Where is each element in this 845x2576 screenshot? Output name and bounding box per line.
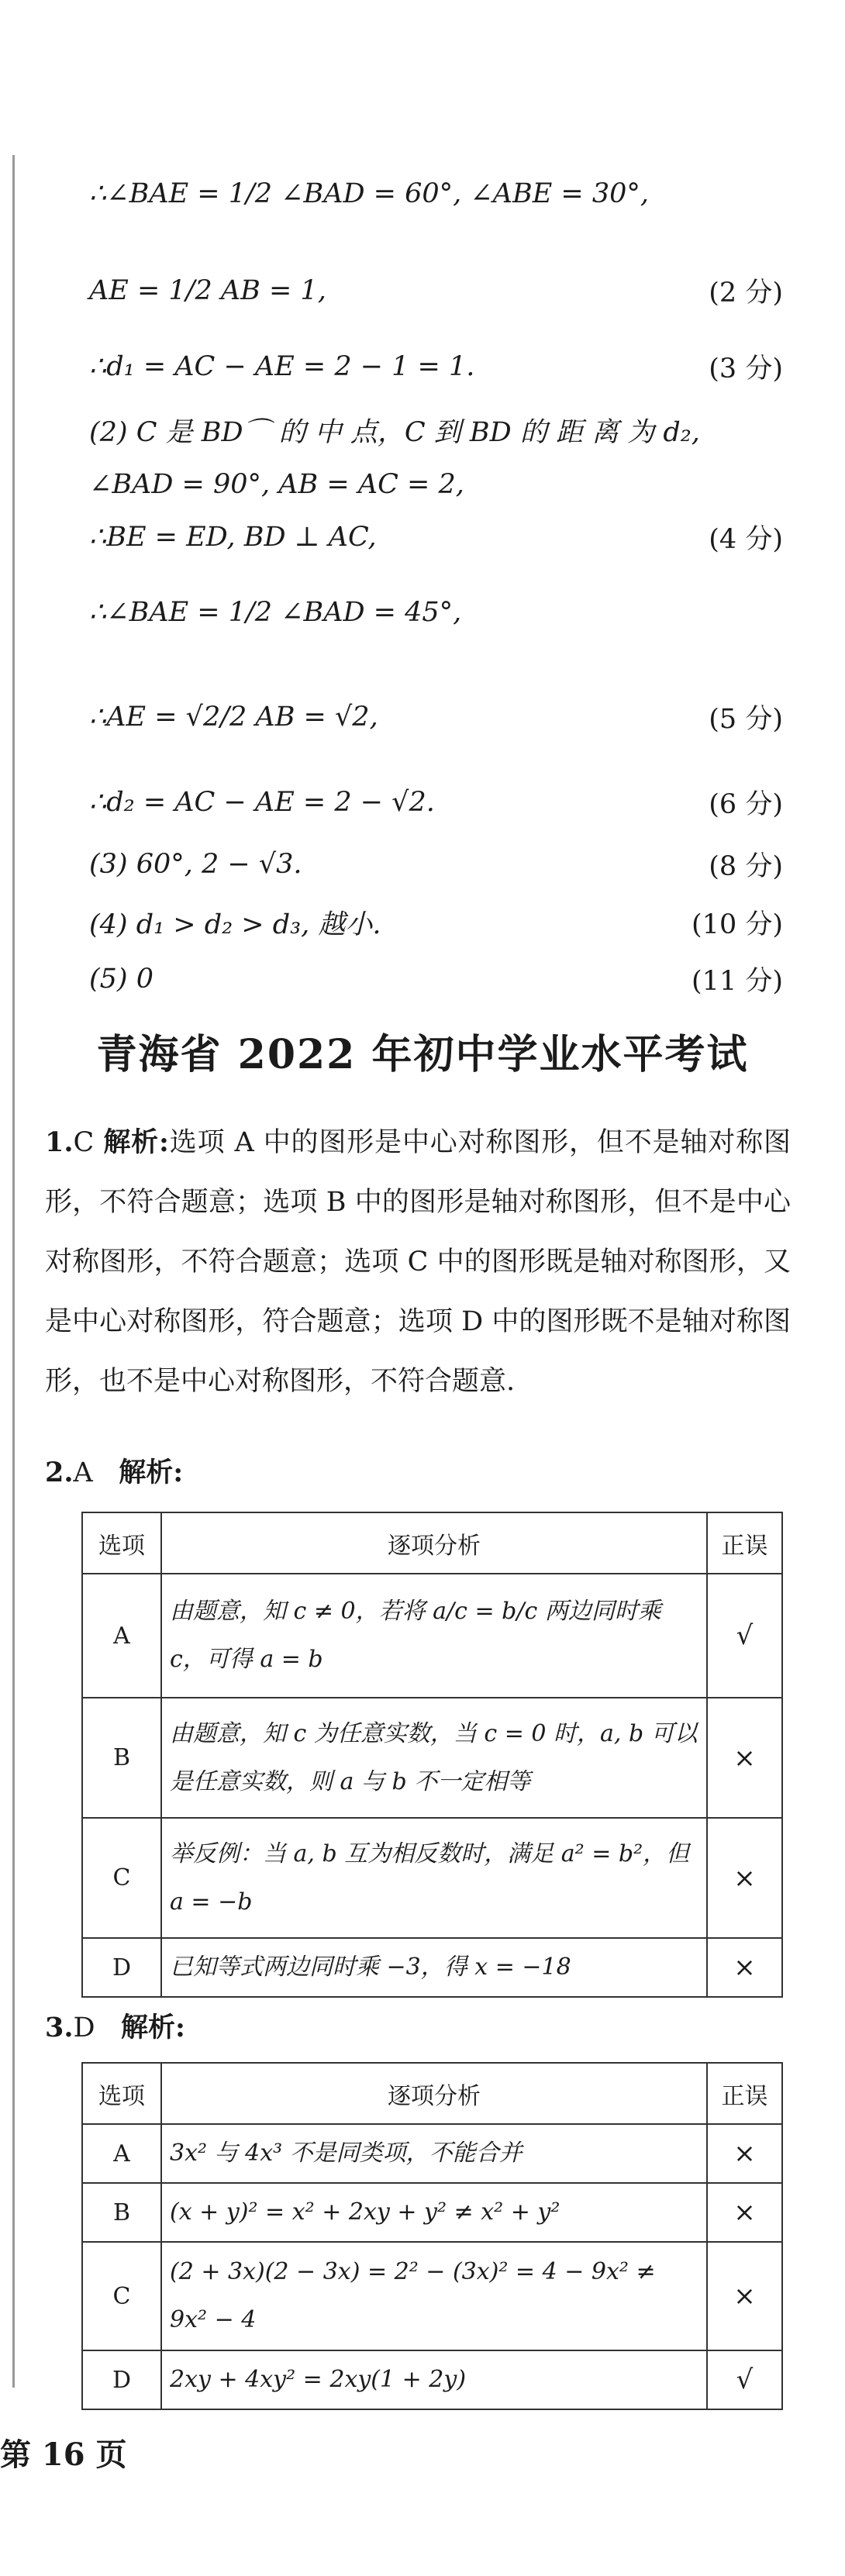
table-row bbox=[82, 2350, 782, 2409]
analysis-cell: 由题意，知 c 为任意实数，当 c = 0 时，a, b 可以是任意实数，则 a 与 b 不一定相等 bbox=[161, 1698, 707, 1818]
analysis-text: 选项 A 中的图形是中心对称图形，但不是轴对称图形，不符合题意；选项 B 中的图形是轴对称图形，但不是中心对称图形，不符合题意；选项 C 中的图形既是轴对称图形，又是中心对称图形，符合题意；选项 D 中的图形既不是轴对称图形，也不是中心对称图形，不符合题意. bbox=[45, 1127, 791, 1397]
option-cell: D bbox=[82, 1938, 161, 1997]
mark-cell: × bbox=[707, 1698, 782, 1818]
analysis-cell: 2xy + 4xy² = 2xy(1 + 2y) bbox=[161, 2350, 707, 2409]
column-header: 正误 bbox=[707, 1512, 782, 1574]
score-label: (11 分) bbox=[692, 966, 783, 997]
option-cell: B bbox=[82, 2183, 161, 2242]
analysis-cell: 举反例：当 a, b 互为相反数时，满足 a² = b²，但 a = −b bbox=[161, 1818, 707, 1938]
question-answer: D bbox=[73, 2012, 95, 2043]
question-number: 3. bbox=[45, 2012, 74, 2043]
column-header: 逐项分析 bbox=[161, 1512, 707, 1574]
solution-line bbox=[89, 159, 783, 229]
question-number: 1. bbox=[45, 1126, 74, 1158]
score-label: (3 分) bbox=[709, 353, 783, 385]
mark-cell: √ bbox=[707, 1574, 782, 1698]
option-cell: A bbox=[82, 1574, 161, 1698]
question-2-table bbox=[81, 1512, 783, 1998]
solution-line bbox=[89, 502, 783, 572]
mark-cell: √ bbox=[707, 2350, 782, 2409]
analysis-cell: 由题意，知 c ≠ 0，若将 a/c = b/c 两边同时乘 c，可得 a = b bbox=[161, 1574, 707, 1698]
solution-text: ∴∠BAE = 1/2 ∠BAD = 45°, bbox=[89, 597, 462, 628]
score-label: (8 分) bbox=[709, 851, 783, 882]
option-cell: C bbox=[82, 1818, 161, 1938]
solution-line bbox=[89, 256, 783, 326]
solution-line bbox=[89, 767, 783, 837]
page-number bbox=[0, 2430, 127, 2474]
table-header-row bbox=[82, 1512, 782, 1574]
score-label: (4 分) bbox=[709, 524, 783, 555]
mark-cell: × bbox=[707, 2183, 782, 2242]
solution-text: ∠BAD = 90°, AB = AC = 2, bbox=[89, 469, 464, 500]
page-label: 第 16 页 bbox=[0, 2436, 127, 2473]
question-3-table bbox=[81, 2062, 783, 2410]
question-1 bbox=[45, 1112, 791, 1412]
question-answer: A bbox=[73, 1457, 93, 1488]
solution-text: (2) C 是 BD⌒ 的 中 点，C 到 BD 的 距 离 为 d₂, bbox=[89, 417, 700, 448]
table-row bbox=[82, 1698, 782, 1818]
score-label: (6 分) bbox=[709, 789, 783, 820]
column-header: 正误 bbox=[707, 2063, 782, 2124]
table-row bbox=[82, 1574, 782, 1698]
mark-cell: × bbox=[707, 1818, 782, 1938]
mark-cell: × bbox=[707, 2242, 782, 2350]
solution-text: ∴∠BAE = 1/2 ∠BAD = 60°, ∠ABE = 30°, bbox=[89, 178, 650, 209]
mark-cell: × bbox=[707, 2124, 782, 2183]
solution-text: ∴AE = √2/2 AB = √2, bbox=[89, 702, 378, 733]
solution-line bbox=[89, 332, 783, 402]
analysis-cell: (x + y)² = x² + 2xy + y² ≠ x² + y² bbox=[161, 2183, 707, 2242]
score-label: (2 分) bbox=[709, 278, 783, 309]
solution-line bbox=[89, 944, 783, 1014]
question-number: 2. bbox=[45, 1457, 74, 1488]
mark-cell: × bbox=[707, 1938, 782, 1997]
analysis-heading: 解析: bbox=[119, 1457, 184, 1488]
solution-line bbox=[89, 578, 783, 647]
analysis-cell: 已知等式两边同时乘 −3，得 x = −18 bbox=[161, 1938, 707, 1997]
exam-title: 青海省 2022 年初中学业水平考试 bbox=[96, 1031, 749, 1078]
table-row bbox=[82, 2242, 782, 2350]
column-header: 选项 bbox=[82, 2063, 161, 2124]
solution-text: (3) 60°, 2 − √3. bbox=[89, 849, 302, 880]
table-row bbox=[82, 2124, 782, 2183]
left-margin-rule bbox=[12, 155, 15, 2388]
analysis-cell: (2 + 3x)(2 − 3x) = 2² − (3x)² = 4 − 9x² ≠ 9x² − 4 bbox=[161, 2242, 707, 2350]
solution-text: (4) d₁ > d₂ > d₃, 越小. bbox=[89, 909, 381, 940]
option-cell: C bbox=[82, 2242, 161, 2350]
analysis-heading: 解析: bbox=[121, 2012, 185, 2043]
question-3-header bbox=[45, 2006, 185, 2045]
table-row bbox=[82, 1938, 782, 1997]
solution-text: (5) 0 bbox=[89, 964, 153, 995]
solution-text: AE = 1/2 AB = 1, bbox=[89, 275, 326, 306]
table-header-row bbox=[82, 2063, 782, 2124]
solution-text: ∴d₁ = AC − AE = 2 − 1 = 1. bbox=[89, 351, 475, 382]
option-cell: A bbox=[82, 2124, 161, 2183]
solution-line bbox=[89, 682, 783, 752]
score-label: (10 分) bbox=[692, 909, 783, 940]
solution-text: ∴BE = ED, BD ⊥ AC, bbox=[89, 522, 377, 553]
table-row bbox=[82, 1818, 782, 1938]
table-row bbox=[82, 2183, 782, 2242]
question-answer: C bbox=[73, 1127, 95, 1158]
analysis-cell: 3x² 与 4x³ 不是同类项，不能合并 bbox=[161, 2124, 707, 2183]
option-cell: B bbox=[82, 1698, 161, 1818]
option-cell: D bbox=[82, 2350, 161, 2409]
score-label: (5 分) bbox=[709, 704, 783, 735]
solution-text: ∴d₂ = AC − AE = 2 − √2. bbox=[89, 787, 435, 818]
column-header: 选项 bbox=[82, 1512, 161, 1574]
analysis-heading: 解析: bbox=[103, 1126, 169, 1158]
question-2-header bbox=[45, 1451, 183, 1490]
column-header: 逐项分析 bbox=[161, 2063, 707, 2124]
